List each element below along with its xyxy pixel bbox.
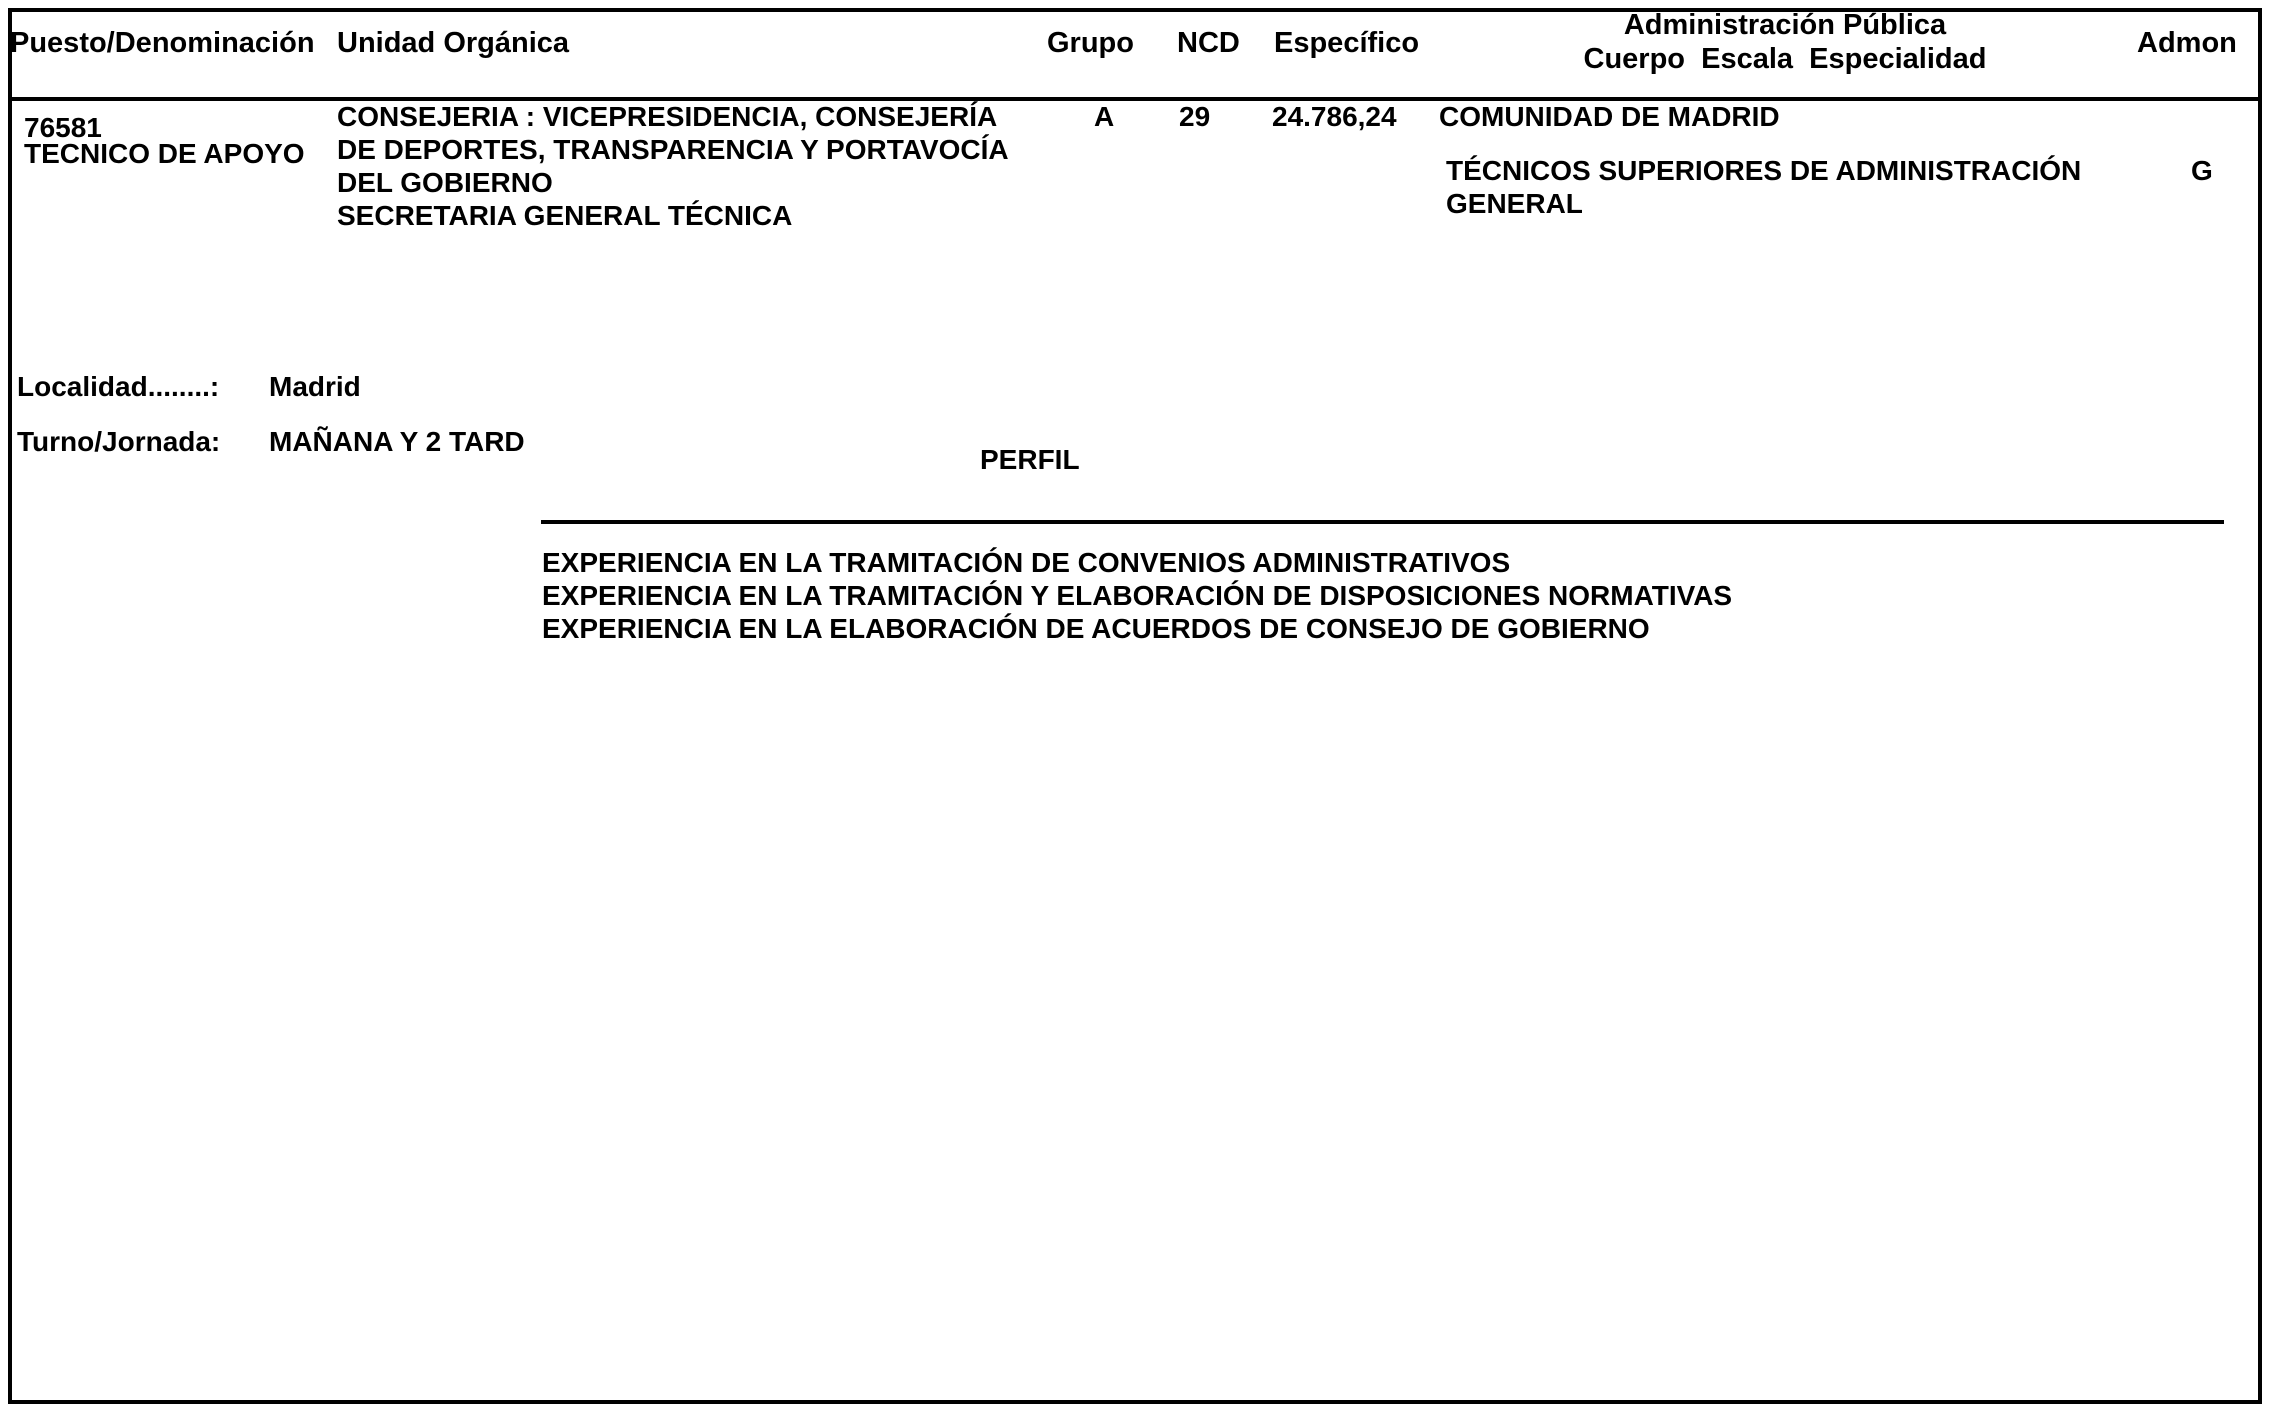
record-ncd: 29 [1179,101,1211,132]
header-unidad: Unidad Orgánica [337,27,570,59]
unidad-line: DE DEPORTES, TRANSPARENCIA Y PORTAVOCÍA [337,134,1009,165]
header-grupo: Grupo [1047,27,1134,59]
unidad-line: CONSEJERIA : VICEPRESIDENCIA, CONSEJERÍA [337,101,998,132]
perfil-line: EXPERIENCIA EN LA TRAMITACIÓN Y ELABORACIÓN DE DISPOSICIONES NORMATIVAS [542,580,1733,611]
header-administracion-publica: Administración Pública [1623,9,1947,41]
perfil-divider [541,520,2224,524]
cuerpo-line: GENERAL [1446,188,1583,219]
unidad-line: DEL GOBIERNO [337,167,553,198]
turno-label: Turno/Jornada: [17,426,221,457]
unidad-line: SECRETARIA GENERAL TÉCNICA [337,200,793,231]
localidad-label: Localidad........: [17,371,220,402]
record-grupo: A [1094,101,1115,132]
record-admon: G [2191,155,2213,186]
header-cuerpo-escala: Cuerpo Escala Especialidad [1583,43,1987,75]
perfil-title: PERFIL [980,444,1080,475]
perfil-line: EXPERIENCIA EN LA TRAMITACIÓN DE CONVENIOS ADMINISTRATIVOS [542,547,1511,578]
header-admon: Admon [2137,27,2237,59]
record-unidad-organica [337,100,1009,232]
perfil-list [542,546,1732,645]
cuerpo-line: TÉCNICOS SUPERIORES DE ADMINISTRACIÓN [1446,155,2082,186]
localidad-value: Madrid [269,371,361,402]
turno-value: MAÑANA Y 2 TARD [269,426,525,457]
header-ncd: NCD [1177,27,1240,59]
perfil-line: EXPERIENCIA EN LA ELABORACIÓN DE ACUERDOS DE CONSEJO DE GOBIERNO [542,613,1650,644]
record-denominacion: TECNICO DE APOYO [24,138,305,169]
record-administracion: COMUNIDAD DE MADRID [1439,101,1780,132]
record-codigo: 76581 [24,112,102,143]
record-cuerpo [1446,154,2081,220]
header-especifico: Específico [1274,27,1420,59]
header-puesto: Puesto/Denominación [10,27,315,59]
record-especifico: 24.786,24 [1272,101,1397,132]
